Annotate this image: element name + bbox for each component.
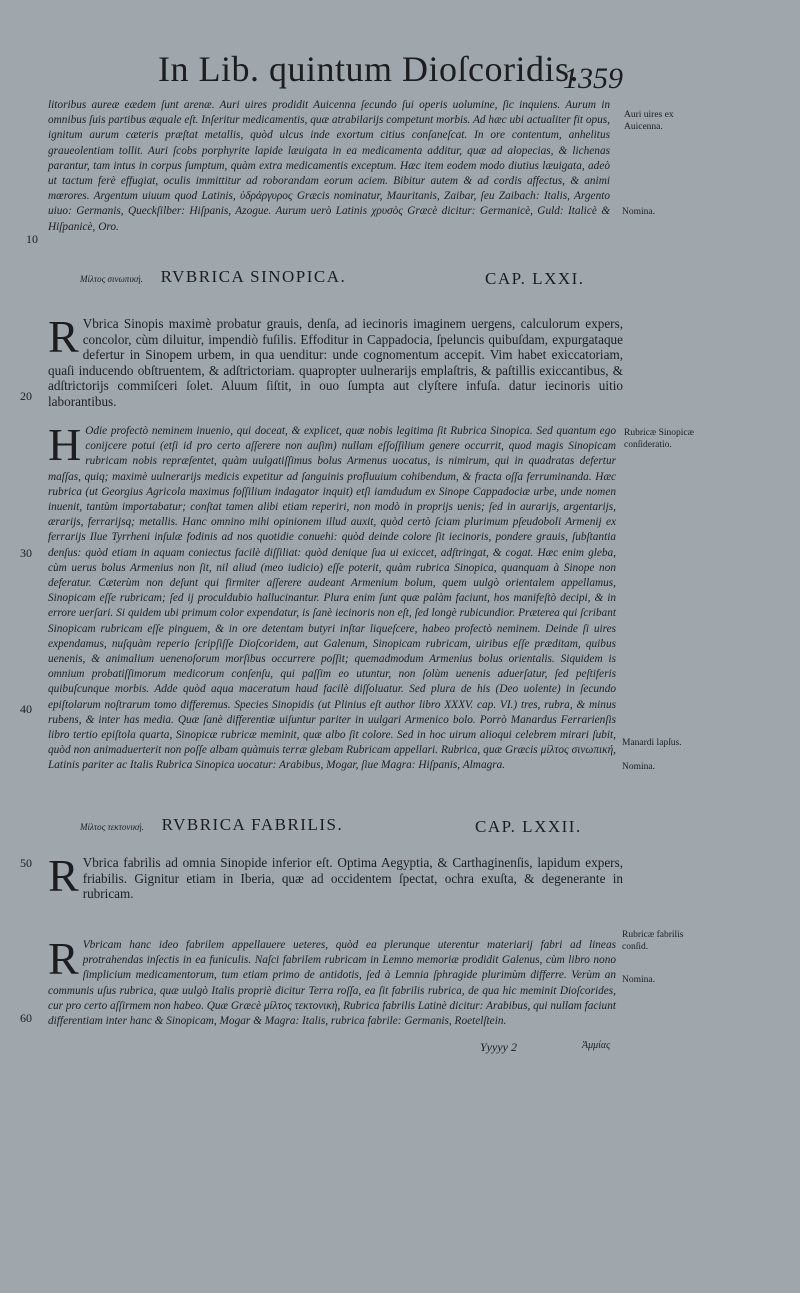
chapter-number: CAP. LXXI. [485,269,585,288]
paragraph-text: Vbrica fabrilis ad omnia Sinopide inferior eſt. Optima Aegyptia, & Carthaginenſis, lapidum expers, friabilis. Gignitur etiam in Iberia, quæ ad occidentem ſpectat, ochra exuſta, & degenerante in rubricam. [82,855,623,902]
commentary-sinopica [48,419,616,774]
section-greek-name: Μίλτος σινωπική. [80,274,143,284]
side-note: Nomina. [622,975,655,985]
page-number: 1359 [563,62,623,95]
commentary-fabrilis [48,933,616,1029]
dioscorides-text-sinopica [48,311,623,410]
catchword: Ἀμμίας [582,1040,611,1051]
line-number-60: 60 [20,1011,32,1025]
chapter-number: CAP. LXXII. [475,817,582,836]
drop-cap: H [48,419,82,470]
paragraph-text: Vbrica Sinopis maximè probatur grauis, denſa, ad iecinoris imaginem uergens, calculorum expers, concolor, cùm diluitur, impendiò fuſilis. Effoditur in Cappadocia, ſpeluncis quibuſdam, expurgataque defertur in Sinopem urbem, in qua uenditur: unde cognomentum accepit. Vim habet exiccatoriam, quaſi inducendo obſtruentem, & adſtrictoriam. quapropter uulnerarijs emplaſtris, & paſtillis exiccantibus, & adſtrictorijs commiſceri ſolet. Aluum ſiſtit, in ouo ſumpta aut clyſtere infuſa. datur iecinoris uitio laborantibus. [48,316,623,409]
drop-cap: R [48,933,79,984]
side-note: Manardi lapſus. [622,738,682,748]
side-note: Rubricæ fabrilis conſid. [622,930,684,952]
commentary-text: Vbricam hanc ideo fabrilem appellauere ueteres, quòd ea plerunque uterentur materiarij fabri ad lineas protrahendas inſectis in ea funiculis. Naſci fabrilem rubricam in Lemno memoriæ prodidit Galenus, cùm libro nono ſimplicium medicamentorum, tum etiam primo de antidotis, ſed à Lemnia ſphragide plurimùm differre. Verùm an communis uſus rubrica, quæ uulgò Italis propriè dicitur Terra roſſa, ea ſit fabrilis rubrica, de qua hic meminit Dioſcorides, cur pro certo aſſirmem non habeo. Quæ Græcè μίλτος τεκτονικὴ, Rubrica fabrilis Latinè dicitur: Arabibus, qui nullam faciunt differentiam inter hanc & Sinopicam, Mogar & Magra: Italis, rubrica fabrile: Germanis, Roetelſtein. [48,939,616,1028]
signature-mark: Yyyyy 2 [480,1040,517,1054]
line-number-50: 50 [20,856,32,870]
section-title: RVBRICA FABRILIS. [161,815,344,834]
drop-cap: R [48,850,79,901]
section-greek-name: Μίλτος τεκτονική. [80,822,144,832]
side-note: Rubricæ Sinopicæ conſideratio. [624,428,694,450]
line-number-20: 20 [20,389,32,403]
commentary-text: Odie profectò neminem inuenio, qui doceat, & explicet, quæ nobis legitima ſit Rubrica Sinopica. Sed quantum ego conijcere potui (etſi id pro certo aſſerere non auſim) nullam eſſoſſilium genere occurrit, quod magis Sinopicam rubricam nobis repræſentet, quàm uulgatiſſimus bolus Armenus uocatus, is nimirum, qui in quadratas defertur maſſas, quiq; maximè uulnerarijs medicis expetitur ad ſanguinis profluuium cohibendum, & fracta oſſa ferruminanda. Hæc rubrica (ut Georgius Agricola maximus foſſilium indagator inquit) etſi iamdudum ex Sinope Cappadociæ urbe, unde nomen inuenit, tantùm importabatur; conſtat tamen alibi etiam reperiri, non modò in proprijs uenis; ſed in aurarijs, argentarijs, ærarijs, ferrarijsq; metallis. Hanc omnino mihi opinionem illud auxit, quòd certò ſciam plurimum pſeudoboli Armenij ex ferrarijs Ilue Tyrrheni inſulæ fodinis ad nos quotidie conuehi: quòd deinde colore ſit iecinoris, pondere grauis, ſubſtantia denſus: quòd etiam in aquam coniectus facilè diſſiliat: quòd denique ſua ui exiccet, adſtringat, & cogat. Hæc enim gleba, cùm uerus bolus Armenius non ſit, nil aliud (meo iudicio) eſſe poterit, quàm rubrica Sinopica, quanquam à Sinope non deferatur. Cæterùm non deſunt qui firmiter aſſerere audeant Armenium bolum, quem uulgò orientalem appellamus, Sinopicam eſſe rubricam; ſed ij proculdubio hallucinantur. Plura enim ſunt quæ palàm faciunt, hos manifeſtò decipi, & in errore uerſari. Si quidem ubi primum color expendatur, is ſanè iecinoris non eſt, ſed longè rubicundior. Præterea qui ſcribant Sinopicam rubricam eſſe pinguem, & in ore detentam butyri inſtar liqueſcere, habeo profectò neminem. Deinde ſi uires expendamus, nuſquàm reperio ſcripſiſſe Dioſcoridem, aut Galenum, Sinopicam rubricam, uiribus eſſe præditam, quibus uenenis, & animalium uenenoſorum morſibus occurrere poſſit; quemadmodum Armenius bolus orientalis. Siquidem is omnium probatiſſimorum medicorum conſenſu, qui paſſim eo utuntur, non ſolùm uenenis aduerſatur, ſed peſtiferis quibuſcunque morbis. Adde quòd aqua maceratum haud facilè diſſoluatur. Sed plura de his (Deo uolente) in ſecundo epiſtolarum noſtrarum tomo differemus. Species Sinopidis (ut Plinius eſt author libro XXXV. cap. VI.) tres, rubra, & minus rubens, & inter has media. Quæ ſanè differentiæ uiſuntur pariter in uulgari Armenico bolo. Porrò Manardus Ferrarienſis libro tertio epiſtola quarta, Sinopicæ rubricæ meminit, quæ albo ſit colore. Sed in hoc uirum alioqui celebrem mirari ſubit, quòd non animaduerterit non poſſe albam quàmuis terræ glebam Rubricam appellari. Rubrica, quæ Græcis μίλτος σινωπική, Latinis pariter ac Italis Rubrica Sinopica uocatur: Arabibus, Mogar, ſiue Magra: Hiſpanis, Almagra. [48,425,616,772]
line-number-40: 40 [20,702,32,716]
dioscorides-text-fabrilis [48,850,623,902]
line-number-30: 30 [20,546,32,560]
section-title: RVBRICA SINOPICA. [160,267,347,286]
side-note: Nomina. [622,207,655,217]
line-number-10: 10 [26,232,38,246]
side-note: Auri uires ex Auicenna. [624,110,674,132]
page-header [158,48,758,98]
side-note: Nomina. [622,762,655,772]
running-title: In Lib. quintum Dioſcoridis. [158,49,579,89]
intro-paragraph: litoribus aureæ eædem ſunt arenæ. Auri uires prodidit Auicenna ſecundo ſui operis uolumine, ſic inquiens. Aurum in omnibus ſuis partibus æquale eſt. Inſeritur medicamentis, quæ atrabilarijs competunt morbis. Ad hæc ubi actualiter fit opus, ignitum aurum cæteris præſtat metallis, quòd ulcus inde exortum citius conſaneſcat. In ore contentum, anhelitus graueolentiam tollit. Auri ſcobs porphyrite lapide læuigata in ea medicamenta additur, quæ ad alopecias, & lichenas parantur, tam intus in corpus ſumptum, quàm extra medicamentis exceptum. Hæc item eodem modo diutius læuigata, adeò ut tactum ferè effugiat, oculis immittitur ad roborandam eorum aciem. Bibitur autem & ad cordis affectus, & animi mœrores. Argentum uiuum quod Latinis, ὑδράργυρος Græcis nominatur, Mauritanis, Zaibar, ſeu Zaibach: Italis, Argento uiuo: Germanis, Queckſilber: Hiſpanis, Azogue. Aurum uerò Latinis χρυσὸς Græcè dicitur: Germanicè, Guld: Italicè & Hiſpanicè, Oro. [48,99,610,233]
drop-cap: R [48,311,79,362]
